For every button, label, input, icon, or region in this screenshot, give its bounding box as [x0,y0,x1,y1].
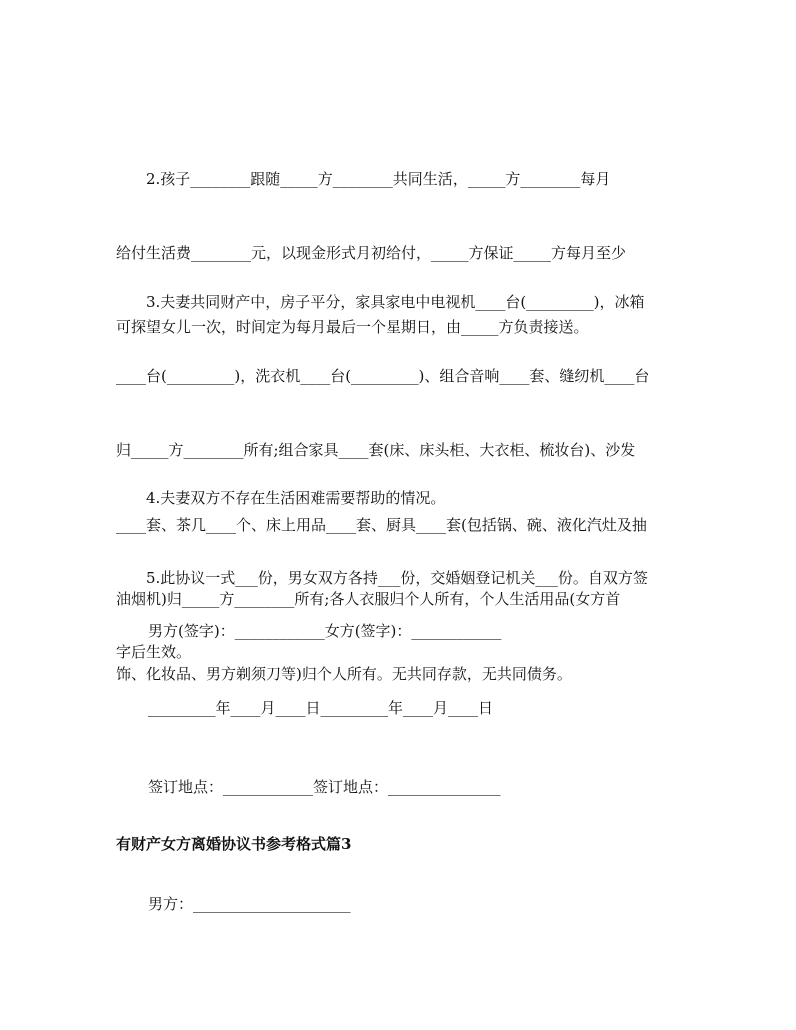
clause-3-line-3: 归_____方________所有;组合家具____套(床、床头柜、大衣柜、梳妆台)、沙发 [116,441,636,460]
clause-3-line-4: ____套、茶几____个、床上用品____套、厨具____套(包括锅、碗、液化汽灶及抽 [116,515,647,534]
section-heading: 有财产女方离婚协议书参考格式篇3 [116,835,352,853]
clause-3-line-6: 饰、化妆品、男方剃须刀等)归个人所有。无共同存款，无共同债务。 [116,664,572,683]
signature-line: 男方(签字)：____________女方(签字)：____________ [148,622,502,640]
clause-3-line-1: 3.夫妻共同财产中，房子平分，家具家电中电视机____台(_________)，冰箱 [146,292,645,311]
clause-5-line-2: 字后生效。 [116,642,192,661]
clause-5-paragraph [116,516,676,714]
date-line: _________年____月____日_________年____月____日 [148,699,494,717]
clause-2-line-3: 可探望女儿一次，时间定为每月最后一个星期日，由_____方负责接送。 [116,318,589,337]
clause-2-line-1: 2.孩子________跟随_____方________共同生活，_____方________每月 [146,169,611,188]
clause-3-line-2: ____台(_________)，洗衣机____台(_________)、组合音响____套、缝纫机____台 [116,366,650,385]
clause-3-line-5: 油烟机)归_____方________所有;各人衣服归个人所有，个人生活用品(女方首 [116,590,621,609]
male-party-line: 男方：_____________________ [148,895,351,913]
clause-2-line-2: 给付生活费________元，以现金形式月初给付，_____方保证_____方每月至少 [116,243,627,262]
signing-place-line: 签订地点：____________签订地点：_______________ [148,778,501,796]
clause-4-line-1: 4.夫妻双方不存在生活困难需要帮助的情况。 [146,488,446,507]
clause-5-line-1: 5.此协议一式___份，男女双方各持___份，交婚姻登记机关___份。自双方签 [146,568,648,587]
